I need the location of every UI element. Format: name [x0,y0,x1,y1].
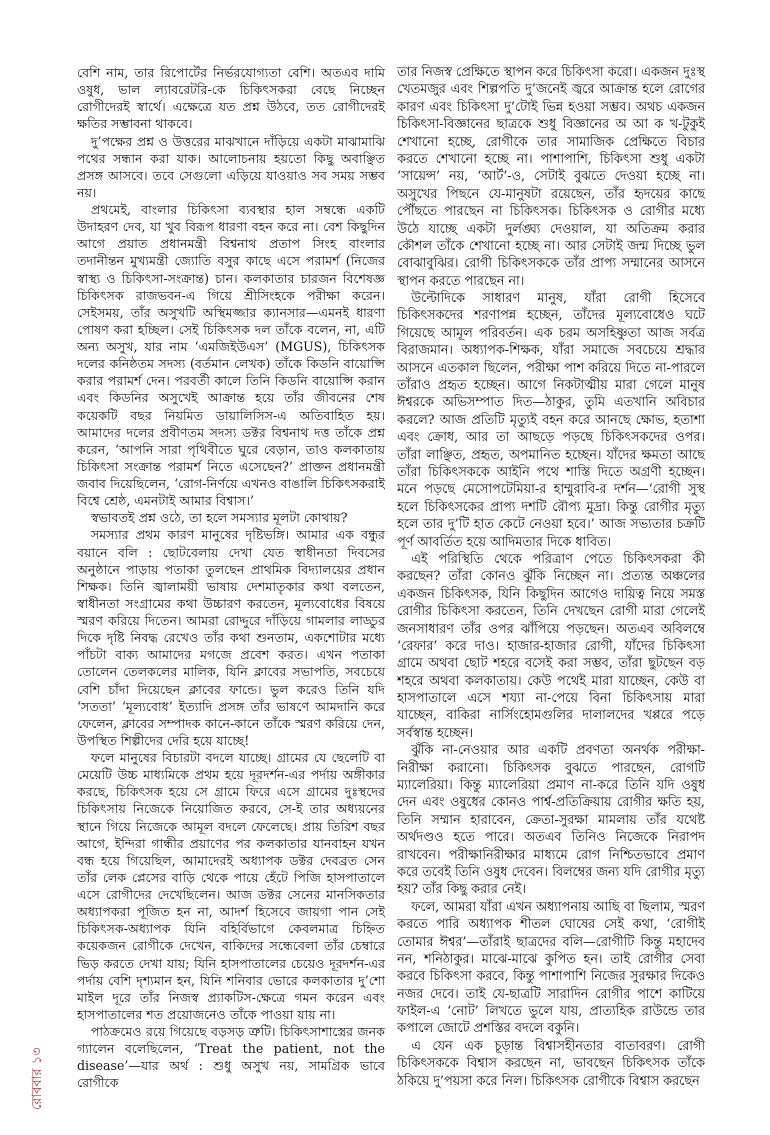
article-paragraph: সমস্যার প্রথম কারণ মানুষের দৃষ্টিভঙ্গি। আমার এক বন্ধুর বয়ানে বলি : ছোটবেলায় দেখা যেত স্বাধীনতা দিবসের অনুষ্ঠানে পাড়ায় পতাকা তুলছেন প্রাথমিক বিদ্যালয়ের প্রধান শিক্ষক। তিনি জ্বালাময়ী ভাষায় দেশমাতৃকার কথা বলতেন, স্বাধীনতা সংগ্রামের কথা উচ্চারণ করতেন, মূল্যবোধের বিষয়ে স্মরণ করিয়ে দিতেন। আমরা রোদ্দুরে দাঁড়িয়ে গামলার লাড্ডুর দিকে দৃষ্টি নিবদ্ধ রেখেও তাঁর কথা শুনতাম, একশোটার মধ্যে পাঁচটা বাক্য আমাদের মগজে প্রবেশ করত। এখন পতাকা তোলেন তেলকলের মালিক, যিনি ক্লাবের সভাপতি, সবচেয়ে বেশি চাঁদা দিয়েছেন ক্লাবের ফান্ডে। ভুল করেও তিনি যদি ‘সততা’ ‘মূল্যবোধ’ ইত্যাদি প্রসঙ্গ তাঁর ভাষণে আমদানি করে ফেলেন, ক্লাবের সম্পাদক কানে-কানে তাঁকে স্মরণ করিয়ে দেন, উপস্থিত শিল্পীদের দেরি হয়ে যাচ্ছে! [77,527,385,748]
article-paragraph: ফলে, আমরা যাঁরা এখন অধ্যাপনায় আছি বা ছিলাম, স্মরণ করতে পারি অধ্যাপক শীতল ঘোষের সেই কথা, ‘রোগীই তোমার ঈশ্বর’—তাঁরাই ছাত্রদের বলি—রোগীটি কিন্তু মহাদেব নন, শনিঠাকুর। মাঝে-মাঝে কুপিত হন। তাই রোগীর সেবা করবে চিকিৎসা করবে, কিন্তু পাশাপাশি নিজের সুরক্ষার দিকেও নজর দেবে। তাই যে-ছাত্রটি সারাদিন রোগীর পাশে কাটিয়ে ফাইল-এ ‘নোট’ লিখতে ভুলে যায়, প্রাত্যহিক রাউন্ডে তার কপালে জোটে প্রশস্তির বদলে বকুনি। [397,899,705,1037]
article-paragraph: স্বভাবতই প্রশ্ন ওঠে, তা হলে সমস্যার মূলটা কোথায়? [90,510,348,526]
article-paragraph: ফলে মানুষের বিচারটা বদলে যাচ্ছে। গ্রামের যে ছেলেটি বা মেয়েটি উচ্চ মাধ্যমিকে প্রথম হয়ে দূরদর্শন-এর পর্দায় অঙ্গীকার করছে, চিকিৎসক হয়ে সে গ্রামে ফিরে এসে গ্রামের দুঃস্থদের চিকিৎসায় নিজেকে নিয়োজিত করবে, সে-ই তার অধ্যয়নের স্থানে গিয়ে নিজেকে আমূল বদলে ফেলেছে। প্রায় তিরিশ বছর আগে, ইন্দিরা গান্ধীর প্রয়াণের পর কলকাতার যানবাহন যখন বন্ধ হয়ে গিয়েছিল, আমাদেরই অধ্যাপক ডক্টর দেবব্রত সেন তাঁর লেক প্লেসের বাড়ি থেকে পায়ে হেঁটে পিজি হাসপাতালে এসে রোগীদের দেখেছিলেন। আজ ডক্টর সেনের মানসিকতার অধ্যাপকরা পূজিত হন না, আদর্শ হিসেবে জায়গা পান সেই চিকিৎসক-অধ্যাপক যিনি বহির্বিভাগে কেবলমাত্র চিহ্নিত কয়েকজন রোগীকে দেখেন, বাকিদের সন্ধেবেলা তাঁর চেম্বারে ভিড় করতে দেখা যায়; যিনি হাসপাতালের চেয়েও দূরদর্শন-এর পর্দায় বেশি দৃশ্যমান হন, যিনি শনিবার ভোরে কলকাতার দু’শো মাইল দূরে তাঁর নিজস্ব প্র্যাকটিস-ক্ষেত্রে গমন করেন এবং হাসপাতালের শত প্রয়োজনেও তাঁকে পাওয়া যায় না। [77,750,385,1022]
left-column [77,64,385,1114]
article-paragraph: ঝুঁকি না-নেওয়ার আর একটি প্রবণতা অনর্থক পরীক্ষা-নিরীক্ষা করানো। চিকিৎসক বুঝতে পারছেন, রোগটি ম্যালেরিয়া। কিন্তু ম্যালেরিয়া প্রমাণ না-করে তিনি যদি ওষুধ দেন এবং ওষুধের কোনও পার্শ্ব-প্রতিক্রিয়ায় রোগীর ক্ষতি হয়, তিনি সম্মান হারাবেন, ক্রেতা-সুরক্ষা মামলায় তাঁর যথেষ্ট অর্থদণ্ডও হতে পারে। অতএব তিনিও নিজেকে নিরাপদ রাখবেন। পরীক্ষানিরীক্ষার মাধ্যমে রোগ নিশ্চিতভাবে প্রমাণ করে তবেই তিনি ওষুধ দেবেন। বিলম্বের জন্য যদি রোগীর মৃত্যু হয়? তাঁর কিছু করার নেই। [397,743,705,898]
article-paragraph: দু’পক্ষের প্রশ্ন ও উত্তরের মাঝখানে দাঁড়িয়ে একটা মাঝামাঝি পথের সন্ধান করা যাক। আলোচনায় হয়তো কিছু অবাঞ্ছিত প্রসঙ্গ আসবে। তবে সেগুলো এড়িয়ে যাওয়াও সব সময় সম্ভব নয়। [77,133,385,200]
right-column [397,64,705,1114]
article-paragraph: তার নিজস্ব প্রেক্ষিতে স্থাপন করে চিকিৎসা করো। একজন দুঃস্থ খেতমজুর এবং শিল্পপতি দু’জনেই জ্বরে আক্রান্ত হলে রোগের কারণ এবং চিকিৎসা দু’টোই ভিন্ন হওয়া সম্ভব। অথচ একজন চিকিৎসা-বিজ্ঞানের ছাত্রকে শুধু বিজ্ঞানের অ আ ক খ-টুকুই শেখানো হচ্ছে, রোগীকে তার সামাজিক প্রেক্ষিতে বিচার করতে শেখানো হচ্ছে না। পাশাপাশি, চিকিৎসা শুধু একটা ‘সায়েন্স’ নয়, ‘আর্ট’-ও, সেটাই বুঝতে দেওয়া হচ্ছে না। অসুখের পিছনে যে-মানুষটা রয়েছেন, তাঁর হৃদয়ের কাছে পৌঁছতে পারছেন না চিকিৎসক। চিকিৎসক ও রোগীর মধ্যে উঠে যাচ্ছে একটা দুর্লঙ্ঘ্য দেওয়াল, যা অতিক্রম করার কৌশল তাঁকে শেখানো হচ্ছে না। আর সেটাই জন্ম দিচ্ছে ভুল বোঝাবুঝির। রোগী চিকিৎসককে তাঁর প্রাপ্য সম্মানের আসনে স্থাপন করতে পারছেন না। [397,65,705,289]
article-paragraph: বেশি নাম, তার রিপোর্টের নির্ভরযোগ্যতা বেশি। অতএব দামি ওষুধ, ভাল ল্যাবরেটরি-কে চিকিৎসকরা বেছে নিচ্ছেন রোগীদেরই স্বার্থে। এক্ষেত্রে যত প্রশ্ন উঠবে, তত রোগীদেরই ক্ষতির সম্ভাবনা থাকবে। [77,65,385,132]
article-paragraph: এ যেন এক চূড়ান্ত বিশ্বাসহীনতার বাতাবরণ। রোগী চিকিৎসককে বিশ্বাস করছেন না, ভাবছেন চিকিৎসক তাঁকে ঠকিয়ে দু’পয়সা করে নিল। চিকিৎসক রোগীকে বিশ্বাস করছেন [397,1038,705,1089]
article-paragraph: প্রথমেই, বাংলার চিকিৎসা ব্যবস্থার হাল সম্বন্ধে একটি উদাহরণ দেব, যা খুব বিরূপ ধারণা বহন করে না। বেশ কিছুদিন আগে প্রয়াত প্রধানমন্ত্রী বিশ্বনাথ প্রতাপ সিংহ বাংলার তদানীন্তন মুখ্যমন্ত্রী জ্যোতি বসুর কাছে এসে পরামর্শ (নিজের স্বাস্থ্য ও চিকিৎসা-সংক্রান্ত) চান। কলকাতার চারজন বিশেষজ্ঞ চিকিৎসক রাজভবন-এ গিয়ে শ্রীসিংহকে পরীক্ষা করেন। সেইসময়, তাঁর অসুখটি অস্থিমজ্জার ক্যানসার—এমনই ধারণা পোষণ করা হচ্ছিল। সেই চিকিৎসক দল তাঁকে বলেন, না, এটি অন্য অসুখ, যার নাম ‘এমজিইউএস’ (MGUS), চিকিৎসক দলের কনিষ্ঠতম সদস্য (বর্তমান লেখক) তাঁকে কিডনি বায়োপ্সি করার পরামর্শ দেন। পরবর্তী কালে তিনি কিডনি বায়োপ্সি করান এবং কিডনির অসুখেই আক্রান্ত হয়ে তাঁর জীবনের শেষ কয়েকটি বছর নিয়মিত ডায়ালিসিস-এ অতিবাহিত হয়। আমাদের দলের প্রবীণতম সদস্য ডক্টর বিশ্বনাথ দত্ত তাঁকে প্রশ্ন করেন, ‘আপনি সারা পৃথিবীতে ঘুরে বেড়ান, তাও কলকাতায় চিকিৎসা সংক্রান্ত পরামর্শ নিতে এসেছেন?’ প্রাক্তন প্রধানমন্ত্রী জবাব দিয়েছিলেন, ‘রোগ-নির্ণয়ে এখনও বাঙালি চিকিৎসকরাই বিশ্বে শ্রেষ্ঠ, এমনটাই আমার বিশ্বাস।’ [77,202,385,509]
article-paragraph: উল্টোদিকে সাধারণ মানুষ, যাঁরা রোগী হিসেবে চিকিৎসকদের শরণাপন্ন হচ্ছেন, তাঁদের মূল্যবোধেও ঘটে গিয়েছে আমূল পরিবর্তন। এক চরম অসহিষ্ণুতা আজ সর্বত্র বিরাজমান। অধ্যাপক-শিক্ষক, যাঁরা সমাজে সবচেয়ে শ্রদ্ধার আসনে এতকাল ছিলেন, পরীক্ষা পাশ করিয়ে দিতে না-পারলে তাঁরাও প্রহৃত হচ্ছেন। আগে নিকটাত্মীয় মারা গেলে মানুষ ঈশ্বরকে অভিসম্পাত দিত—ঠাকুর, তুমি এতখানি অবিচার করলে? আজ প্রতিটি মৃত্যুই বহন করে আনছে ক্ষোভ, হতাশা এবং ক্রোধ, আর তা আছড়ে পড়ছে চিকিৎসকদের ওপর। তাঁরা লাঞ্ছিত, প্রহৃত, অপমানিত হচ্ছেন। যাঁদের ক্ষমতা আছে তাঁরা চিকিৎসককে আইনি পথে শাস্তি দিতে অগ্রণী হচ্ছেন। মনে পড়ছে মেসোপটেমিয়া-র হাম্মুরাবি-র দর্শন—‘রোগী সুস্থ হলে চিকিৎসকের প্রাপ্য দশটি রৌপ্য মুদ্রা। কিন্তু রোগীর মৃত্যু হলে তার দু’টি হাত কেটে নেওয়া হবে।’ আজ সভ্যতার চক্রটি পূর্ণ আবর্তিত হয়ে আদিমতার দিকে ধাবিত। [397,291,705,550]
article-paragraph: পাঠক্রমেও রয়ে গিয়েছে বড়সড় ত্রুটি। চিকিৎসাশাস্ত্রের জনক গ্যালেন বলেছিলেন, ‘Treat the patient, not the disease’—যার অর্থ : শুধু অসুখ নয়, সামগ্রিক ভাবে রোগীকে [77,1024,385,1091]
page-marker: রোববার ১৩ [30,1047,45,1110]
article-paragraph: এই পরিস্থিতি থেকে পরিত্রাণ পেতে চিকিৎসকরা কী করছেন? তাঁরা কোনও ঝুঁকি নিচ্ছেন না। প্রত্যন্ত অঞ্চলের একজন চিকিৎসক, যিনি কিছুদিন আগেও দায়িত্ব নিয়ে সমস্ত রোগীর চিকিৎসা করতেন, তিনি দেখছেন রোগী মারা গেলেই জনসাধারণ তাঁর ওপর ঝাঁপিয়ে পড়ছেন। অতএব অবিলম্বে ‘রেফার’ করে দাও। হাজার-হাজার রোগী, যাঁদের চিকিৎসা গ্রামে অথবা ছোট শহরে বসেই করা সম্ভব, তাঁরা ছুটছেন বড় শহরে অথবা কলকাতায়। কেউ পথেই মারা যাচ্ছেন, কেউ বা হাসপাতালে এসে শয্যা না-পেয়ে বিনা চিকিৎসায় মারা যাচ্ছেন, বাকিরা নার্সিংহোমগুলির দালালদের খপ্পরে পড়ে সর্বস্বান্ত হচ্ছেন। [397,551,705,741]
